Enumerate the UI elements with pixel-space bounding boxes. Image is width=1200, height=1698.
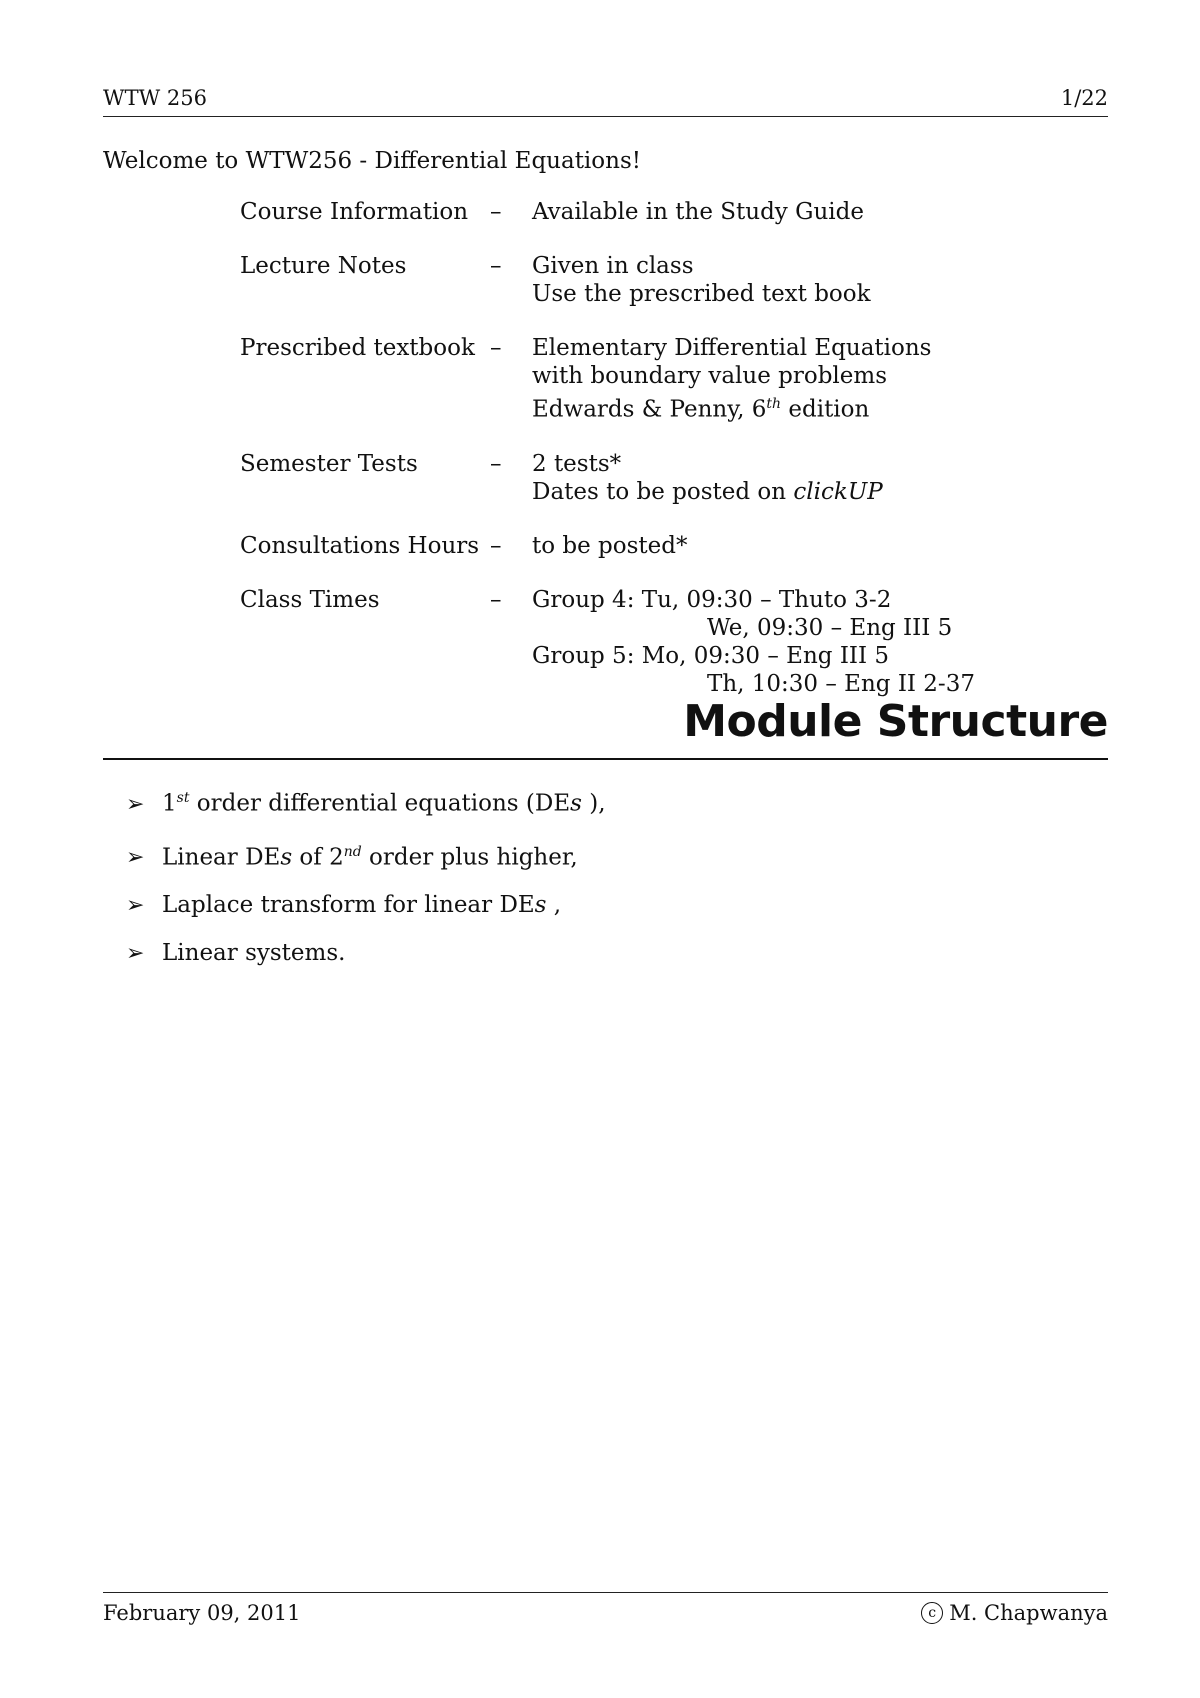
page-number: 1/22 <box>1060 86 1108 110</box>
edition-sup: th <box>766 396 782 412</box>
list-item-text <box>162 784 606 818</box>
info-row-semester-tests <box>240 450 975 506</box>
list-item <box>126 784 606 819</box>
edition-line <box>532 390 932 424</box>
module-structure-list <box>126 784 606 987</box>
info-line: Elementary Differential Equations <box>532 335 932 361</box>
text-part: order differential equations (DE <box>189 790 571 817</box>
list-item-text <box>162 939 345 967</box>
text-part: , <box>546 892 562 919</box>
info-line: to be posted* <box>532 532 688 559</box>
info-line: Given in class <box>532 253 694 279</box>
edition-suffix: edition <box>781 396 870 423</box>
class-time-line: Group 4: Tu, 09:30 – Thuto 3-2 <box>532 586 892 613</box>
text-part: ), <box>581 790 606 817</box>
info-value <box>532 532 688 560</box>
info-value <box>532 450 883 506</box>
info-dash: – <box>490 253 502 279</box>
info-dash: – <box>490 450 502 477</box>
dates-prefix: Dates to be posted on <box>532 478 794 505</box>
info-line: 2 tests* <box>532 450 622 477</box>
arrowhead-right-icon: ➢ <box>126 941 145 967</box>
dates-line <box>532 478 883 506</box>
info-line: Use the prescribed text book <box>532 281 871 307</box>
italic-part: s <box>570 790 582 817</box>
class-time-line: Group 5: Mo, 09:30 – Eng III 5 <box>532 642 890 669</box>
list-item-text <box>162 891 561 919</box>
edition-prefix: Edwards & Penny, 6 <box>532 396 767 423</box>
course-info-table <box>240 198 975 698</box>
info-label: Course Information <box>240 199 469 225</box>
footer-date: February 09, 2011 <box>103 1601 301 1625</box>
class-time-line: We, 09:30 – Eng III 5 <box>707 614 953 641</box>
welcome-text: Welcome to WTW256 - Differential Equations! <box>103 148 641 174</box>
section-divider <box>103 758 1108 760</box>
text-part: Linear systems. <box>162 940 346 967</box>
info-dash: – <box>490 335 502 361</box>
info-line: Available in the Study Guide <box>532 199 864 225</box>
text-part: of 2 <box>292 844 344 871</box>
text-part: order plus higher, <box>361 844 578 871</box>
class-time-line: Th, 10:30 – Eng II 2-37 <box>707 670 975 697</box>
info-value <box>532 198 864 226</box>
superscript: nd <box>343 843 362 860</box>
footer-author <box>921 1601 1108 1625</box>
info-row-class-times <box>240 586 975 698</box>
list-item-text <box>162 838 578 872</box>
info-dash: – <box>490 532 502 559</box>
info-value <box>532 252 871 308</box>
info-label: Semester Tests <box>240 450 418 477</box>
page-footer <box>103 1592 1108 1625</box>
section-title: Module Structure <box>683 696 1108 747</box>
arrowhead-right-icon: ➢ <box>126 845 145 871</box>
list-item <box>126 939 606 968</box>
text-part: Laplace transform for linear DE <box>162 892 535 919</box>
info-dash: – <box>490 199 502 225</box>
copyright-icon: c <box>921 1602 943 1624</box>
info-label: Consultations Hours <box>240 532 480 559</box>
info-row-course-information <box>240 198 975 226</box>
info-row-consultation-hours <box>240 532 975 560</box>
list-item <box>126 838 606 873</box>
clickup-text: clickUP <box>793 478 883 505</box>
list-item <box>126 891 606 920</box>
author-name: M. Chapwanya <box>949 1601 1108 1625</box>
info-dash: – <box>490 586 502 613</box>
italic-part: s <box>280 844 293 871</box>
info-line: with boundary value problems <box>532 363 888 389</box>
arrowhead-right-icon: ➢ <box>126 791 145 817</box>
info-label: Class Times <box>240 586 380 613</box>
italic-part: s <box>534 892 547 919</box>
info-value <box>532 586 975 698</box>
info-row-lecture-notes <box>240 252 975 308</box>
arrowhead-right-icon: ➢ <box>126 893 145 919</box>
course-code: WTW 256 <box>103 86 207 110</box>
text-part: Linear DE <box>162 844 281 871</box>
page-header <box>103 82 1108 117</box>
info-label: Lecture Notes <box>240 253 407 279</box>
text-part: 1 <box>162 790 177 817</box>
info-row-prescribed-textbook <box>240 334 975 424</box>
info-value <box>532 334 932 424</box>
info-label: Prescribed textbook <box>240 335 475 361</box>
superscript: st <box>176 790 190 806</box>
